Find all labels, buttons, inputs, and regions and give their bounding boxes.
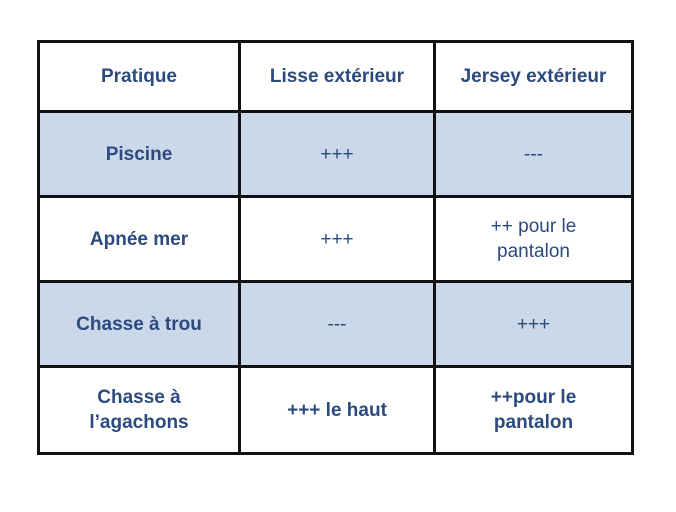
practice-cell: Chasse à trou [39,282,240,367]
jersey-cell: ++ pour le pantalon [435,197,633,282]
lisse-cell: +++ le haut [240,367,435,454]
lisse-cell: +++ [240,197,435,282]
header-cell-pratique: Pratique [39,42,240,112]
practice-cell: Piscine [39,112,240,197]
practice-cell: Apnée mer [39,197,240,282]
jersey-cell: +++ [435,282,633,367]
table-row [39,282,633,367]
header-cell-lisse: Lisse extérieur [240,42,435,112]
comparison-table [37,40,634,455]
jersey-cell: --- [435,112,633,197]
table-row [39,197,633,282]
table-row [39,367,633,454]
table-row [39,112,633,197]
jersey-cell: ++pour le pantalon [435,367,633,454]
lisse-cell: --- [240,282,435,367]
header-row [39,42,633,112]
lisse-cell: +++ [240,112,435,197]
header-cell-jersey: Jersey extérieur [435,42,633,112]
practice-cell: Chasse à l’agachons [39,367,240,454]
